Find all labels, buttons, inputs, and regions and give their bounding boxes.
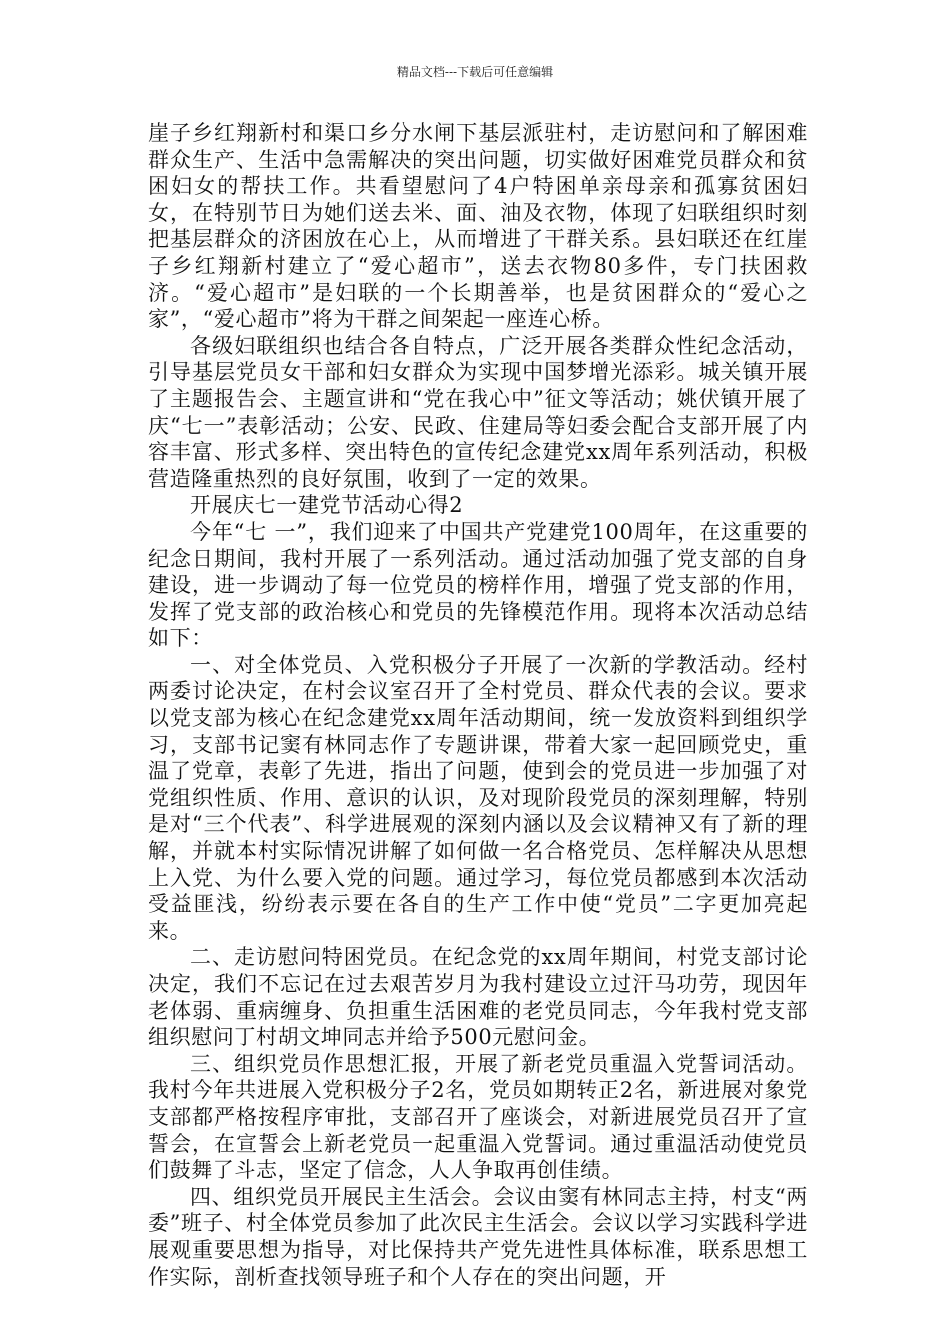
- section-heading: 开展庆七一建党节活动心得2: [190, 493, 464, 518]
- paragraph-1: 崖子乡红翔新村和渠口乡分水闸下基层派驻村，走访慰问和了解困难群众生产、生活中急需解决的突出问题，切实做好困难党员群众和贫困妇女的帮扶工作。共看望慰问了4户特困单亲母亲和孤寡贫困妇女，在特别节日为她们送去米、面、油及衣物，体现了妇联组织时刻把基层群众的济困放在心上，从而增进了干群关系。县妇联还在红崖子乡红翔新村建立了“爱心超市”，送去衣物80多件，专门扶困救济。“爱心超市”是妇联的一个长期善举，也是贫困群众的“爱心之家”，“爱心超市”将为干群之间架起一座连心桥。: [148, 121, 808, 332]
- paragraph-2: 各级妇联组织也结合各自特点，广泛开展各类群众性纪念活动，引导基层党员女干部和妇女群众为实现中国梦增光添彩。城关镇开展了主题报告会、主题宣讲和“党在我心中”征文等活动；姚伏镇开展了庆“七一”表彰活动；公安、民政、住建局等妇委会配合支部开展了内容丰富、形式多样、突出特色的宣传纪念建党xx周年系列活动，积极营造隆重热烈的良好氛围，收到了一定的效果。: [148, 333, 808, 491]
- document-body: [148, 120, 808, 1290]
- paragraph-5: 二、走访慰问特困党员。在纪念党的xx周年期间，村党支部讨论决定，我们不忘记在过去艰苦岁月为我村建设立过汗马功劳，现因年老体弱、重病缠身、负担重生活困难的老党员同志，今年我村党支部组织慰问丁村胡文坤同志并给予500元慰问金。: [148, 945, 808, 1050]
- paragraph-3: 今年“七 一”，我们迎来了中国共产党建党100周年，在这重要的纪念日期间，我村开展了一系列活动。通过活动加强了党支部的自身建设，进一步调动了每一位党员的榜样作用，增强了党支部的作用，发挥了党支部的政治核心和党员的先锋模范作用。现将本次活动总结如下：: [148, 519, 808, 651]
- paragraph-4: 一、对全体党员、入党积极分子开展了一次新的学教活动。经村两委讨论决定，在村会议室召开了全村党员、群众代表的会议。要求以党支部为核心在纪念建党xx周年活动期间，统一发放资料到组织学习，支部书记窦有林同志作了专题讲课，带着大家一起回顾党史，重温了党章，表彰了先进，指出了问题，使到会的党员进一步加强了对党组织性质、作用、意识的认识，及对现阶段党员的深刻理解，特别是对“三个代表”、科学进展观的深刻内涵以及会议精神又有了新的理解，并就本村实际情况讲解了如何做一名合格党员、怎样解决从思想上入党、为什么要入党的问题。通过学习，每位党员都感到本次活动受益匪浅，纷纷表示要在各自的生产工作中使“党员”二字更加亮起来。: [148, 652, 808, 943]
- paragraph-7: 四、组织党员开展民主生活会。会议由窦有林同志主持，村支“两委”班子、村全体党员参加了此次民主生活会。会议以学习实践科学进展观重要思想为指导，对比保持共产党先进性具体标准，联系思想工作实际，剖析查找领导班子和个人存在的突出问题，开: [148, 1184, 808, 1289]
- page-header: 精品文档---下载后可任意编辑: [396, 65, 554, 79]
- paragraph-6: 三、组织党员作思想汇报，开展了新老党员重温入党誓词活动。我村今年共进展入党积极分子2名，党员如期转正2名，新进展对象党支部都严格按程序审批，支部召开了座谈会，对新进展党员召开了宣誓会，在宣誓会上新老党员一起重温入党誓词。通过重温活动使党员们鼓舞了斗志，坚定了信念，人人争取再创佳绩。: [148, 1051, 808, 1183]
